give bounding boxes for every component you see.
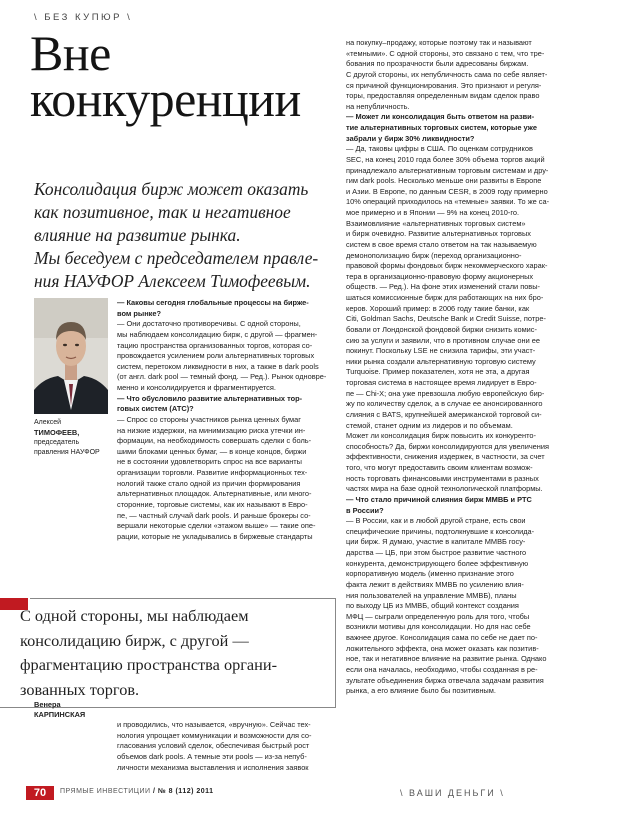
text-line: — В России, как и в любой другой стране, есть свои bbox=[346, 516, 526, 526]
page-title bbox=[30, 25, 330, 127]
caption-last-name: ТИМОФЕЕВ, bbox=[34, 428, 80, 437]
text-line: мы наблюдаем консолидацию бирж, с другой — фрагмен- bbox=[117, 329, 318, 339]
lead-line: Консолидация бирж может оказать bbox=[34, 179, 309, 199]
text-line: бовали от Лондонской фондовой биржи снизить комис- bbox=[346, 324, 537, 334]
page-number: 70 bbox=[26, 786, 54, 800]
text-line: рации, которые не укладывались в биржевые стандарты bbox=[117, 531, 313, 541]
section-name: \ ВАШИ ДЕНЬГИ \ bbox=[400, 788, 505, 798]
text-line: покинут. Поскольку LSE не снизила тарифы, эти участ- bbox=[346, 346, 536, 356]
text-line: 10% операций приходилось на «темные» заявки. То же са- bbox=[346, 197, 550, 207]
pull-quote-line: С одной стороны, мы наблюдаем bbox=[20, 606, 249, 625]
text-line: забрали у бирж 30% ликвидности? bbox=[346, 133, 475, 143]
author-first-name: Венера bbox=[34, 700, 61, 709]
text-line: тера в организационно-правовую форму акционерных bbox=[346, 271, 534, 281]
text-line: Turquoise. Пример показателен, хотя не эта, а другая bbox=[346, 367, 530, 377]
text-line: тие альтернативных торговых систем, которые уже bbox=[346, 123, 537, 132]
text-line: конкурента, демонстрирующего более эффективную bbox=[346, 558, 529, 568]
text-line: провождается усилением роли альтернативных торговых bbox=[117, 351, 315, 361]
lead-line: как позитивное, так и негативное bbox=[34, 202, 291, 222]
divider bbox=[30, 598, 336, 599]
caption-first-name: Алексей bbox=[34, 419, 62, 426]
text-line: способность? Да, биржи консолидируются для увеличения bbox=[346, 441, 550, 451]
author-caption bbox=[34, 700, 104, 720]
headline-line-2: конкуренции bbox=[30, 71, 301, 127]
text-line: возникли мотивы для консолидации. Но для нас себе bbox=[346, 622, 531, 632]
journal-info bbox=[60, 788, 214, 795]
text-line: ложительного эффекта, она может оказать как позитив- bbox=[346, 643, 539, 653]
text-line: С другой стороны, их непубличность сама по себе являет- bbox=[346, 69, 548, 79]
text-line: пе, — частный случай dark pools. И раньше брокеры со- bbox=[117, 510, 311, 520]
rubric: \ БЕЗ КУПЮР \ bbox=[34, 12, 133, 23]
headline-line-1: Вне bbox=[30, 25, 111, 81]
lead-line: влияние на развитие рынка. bbox=[34, 225, 241, 245]
text-line: зультате объединения биржа отвечала задачам развития bbox=[346, 675, 544, 685]
text-line: вершали некоторые сделки «этажом выше» — такие опе- bbox=[117, 521, 316, 531]
text-line: систем в свое время стало ответом на так называемую bbox=[346, 239, 537, 249]
text-line: на покупку–продажу, которые поэтому так и называют bbox=[346, 38, 532, 47]
text-line: мое примерно и в Японии — 9% на конец 2010-го. bbox=[346, 208, 520, 217]
text-line: МФЦ — сыграли определенную роль для того, чтобы bbox=[346, 611, 530, 621]
text-line: правовой формы фондовых бирж некоммерческого харак- bbox=[346, 261, 548, 271]
text-line: — Что обусловило развитие альтернативных тор- bbox=[117, 393, 303, 403]
text-line: сию за услуги и заявили, что в противном случае они ее bbox=[346, 335, 540, 345]
text-line: формации, на необходимость совершать сделки с боль- bbox=[117, 436, 312, 446]
text-line: «темными». С одной стороны, это связано с тем, что тре- bbox=[346, 48, 545, 58]
text-line: систем, перетоком ликвидности в них, а также в dark pools bbox=[117, 361, 319, 371]
text-line: стемой, станет одним из лидеров и по объемам. bbox=[346, 420, 513, 430]
text-line: торговая система в настоящее время лидирует в Евро- bbox=[346, 378, 537, 387]
text-line: гласования условий сделок, обеспечивая быстрый рост bbox=[117, 741, 310, 751]
pull-quote-line: консолидацию бирж, с другой — bbox=[20, 630, 249, 650]
text-line: принадлежало альтернативным торговым системам и дру- bbox=[346, 165, 549, 175]
author-last-name: КАРПИНСКАЯ bbox=[34, 710, 86, 719]
text-line: бования по прозрачности были адресованы биржам. bbox=[346, 59, 529, 69]
pull-quote-line: фрагментацию пространства органи- bbox=[20, 655, 277, 674]
text-line: ники рынка создали альтернативную торговую систему bbox=[346, 356, 536, 366]
lead-line: Мы беседуем с председателем правле- bbox=[34, 248, 319, 268]
text-line: важнее другое. Консолидация сама по себе не дает по- bbox=[346, 633, 538, 642]
text-line: менно и консолидируется и фрагментируется. bbox=[117, 383, 276, 392]
text-line: рынка, а его влияние было бы позитивным. bbox=[346, 686, 496, 696]
text-line: ции бирж. Я думаю, участие в капитале ММВБ госу- bbox=[346, 537, 526, 547]
text-line: на низкие издержки, на минимизацию риска утечки ин- bbox=[117, 425, 306, 435]
pull-quote-text bbox=[20, 604, 277, 702]
divider bbox=[335, 598, 336, 708]
text-line: тацию пространства организованных торгов, которая со- bbox=[117, 340, 313, 350]
caption-role: председатель bbox=[34, 439, 80, 446]
text-line: торы, предоставляя определенным видам сделок право bbox=[346, 91, 540, 101]
text-line: говых систем (АТС)? bbox=[117, 404, 194, 414]
text-line: частях мира на базе одной технологической платформы. bbox=[346, 484, 543, 494]
text-line: — Каковы сегодня глобальные процессы на бирже- bbox=[117, 298, 309, 307]
text-line: специфические причины, подтолкнувшие к консолида- bbox=[346, 526, 535, 536]
caption-role: правления НАУФОР bbox=[34, 449, 100, 456]
text-line: альтернативных площадок. Альтернативные, или много- bbox=[117, 489, 312, 499]
text-line: — Да, таковы цифры в США. По оценкам сотрудников bbox=[346, 144, 533, 154]
text-line: (от англ. dark pool — темный фонд. — Ред.). Рынок одновре- bbox=[117, 372, 327, 382]
text-line: организации торговли. Развитие информационных тех- bbox=[117, 468, 308, 477]
text-line: дарства — ЦБ, при этом быстрое развитие частного bbox=[346, 548, 527, 557]
lead-line: ния НАУФОР Алексеем Тимофеевым. bbox=[34, 271, 311, 291]
text-line: нологий также стало одной из причин формирования bbox=[117, 478, 301, 488]
text-line: гим dark pools. Несколько меньше они развиты в Европе bbox=[346, 176, 542, 186]
text-line: и проводились, что называется, «вручную». Сейчас тех- bbox=[117, 720, 311, 729]
text-line: вом рынке? bbox=[117, 308, 161, 318]
text-line: личности механизма выставления и исполнения заявок bbox=[117, 762, 309, 772]
journal-name: ПРЯМЫЕ ИНВЕСТИЦИИ bbox=[60, 788, 151, 795]
text-line: SEC, на конец 2010 года более 30% объема торгов акций bbox=[346, 154, 545, 164]
text-line: ность торговать финансовыми инструментами в разных bbox=[346, 473, 539, 483]
text-line: ся причиной функционирования. Это признают и регуля- bbox=[346, 80, 542, 90]
portrait-photo bbox=[34, 298, 108, 414]
text-line: корпоративную модель (именно признание этого bbox=[346, 569, 514, 579]
text-line: факта лежит в действиях ММВБ по усилению влия- bbox=[346, 579, 524, 589]
text-column-right bbox=[346, 38, 598, 697]
text-line: жу по количеству сделок, а в случае ее анонсированного bbox=[346, 399, 543, 409]
text-line: Может ли консолидация бирж повысить их конкуренто- bbox=[346, 431, 536, 441]
text-line: если она началась, необходимо, чтобы созданная в ре- bbox=[346, 664, 538, 674]
text-line: объемов dark pools. А темные эти pools — из-за непуб- bbox=[117, 751, 307, 761]
text-line: пе — Chi-X; она уже превзошла любую европейскую бир- bbox=[346, 388, 545, 398]
text-line: эффективности, снижения издержек, в частности, за счет bbox=[346, 452, 545, 462]
text-line: и бирж очевидно. Развитие альтернативных торговых bbox=[346, 229, 531, 239]
text-line: нология упрощает коммуникации и возможности для со- bbox=[117, 730, 312, 740]
text-line: и Азии. В Европе, по данным CESR, в 2009 году примерно bbox=[346, 186, 548, 196]
text-line: демонополизацию бирж (переход организационно- bbox=[346, 250, 522, 260]
text-line: Взаимовлияние «альтернативных торговых систем» bbox=[346, 218, 526, 228]
text-line: ния пользователей на управление ММВБ), планы bbox=[346, 590, 517, 600]
text-line: ное, так и негативное влияние на развитие рынка. Однако bbox=[346, 654, 547, 664]
text-line: не в состоянии удовлетворить спрос на все варианты bbox=[117, 457, 302, 467]
text-column-bottom bbox=[117, 720, 333, 773]
text-line: сторонние, торговые системы, как их называют в Евро- bbox=[117, 499, 308, 509]
text-line: Citi, Goldman Sachs, Deutsche Bank и Credit Suisse, потре- bbox=[346, 314, 546, 324]
text-line: на непубличность. bbox=[346, 101, 410, 111]
text-line: шими блоками ценных бумаг, — в конце концов, биржи bbox=[117, 446, 307, 456]
text-line: слияния с BATS, крупнейшей американской торговой си- bbox=[346, 409, 542, 419]
text-line: того, что могут предоставить своим клиентам возмож- bbox=[346, 463, 533, 472]
text-line: — Может ли консолидация быть ответом на разви- bbox=[346, 112, 535, 122]
text-line: — Что стало причиной слияния бирж ММВБ и РТС bbox=[346, 494, 532, 504]
journal-issue: / № 8 (112) 2011 bbox=[153, 788, 214, 795]
text-column-middle bbox=[117, 298, 333, 542]
pull-quote-line: зованных торгов. bbox=[20, 679, 140, 699]
portrait-caption bbox=[34, 418, 110, 458]
pull-quote bbox=[0, 598, 338, 708]
lead-paragraph bbox=[34, 178, 330, 293]
text-line: обществ. — Ред.). На фоне этих изменений стали повы- bbox=[346, 282, 541, 292]
text-line: по выходу ЦБ из ММВБ, общий контекст создания bbox=[346, 601, 519, 611]
text-line: — Спрос со стороны участников рынка ценных бумаг bbox=[117, 414, 301, 424]
text-line: в России? bbox=[346, 505, 384, 515]
page-footer bbox=[0, 786, 630, 808]
text-line: — Они достаточно противоречивы. С одной стороны, bbox=[117, 319, 301, 329]
text-line: шаться комиссионные бирж для работающих на них бро- bbox=[346, 293, 544, 302]
text-line: керов. Хороший пример: в 2006 году такие банки, как bbox=[346, 303, 530, 313]
